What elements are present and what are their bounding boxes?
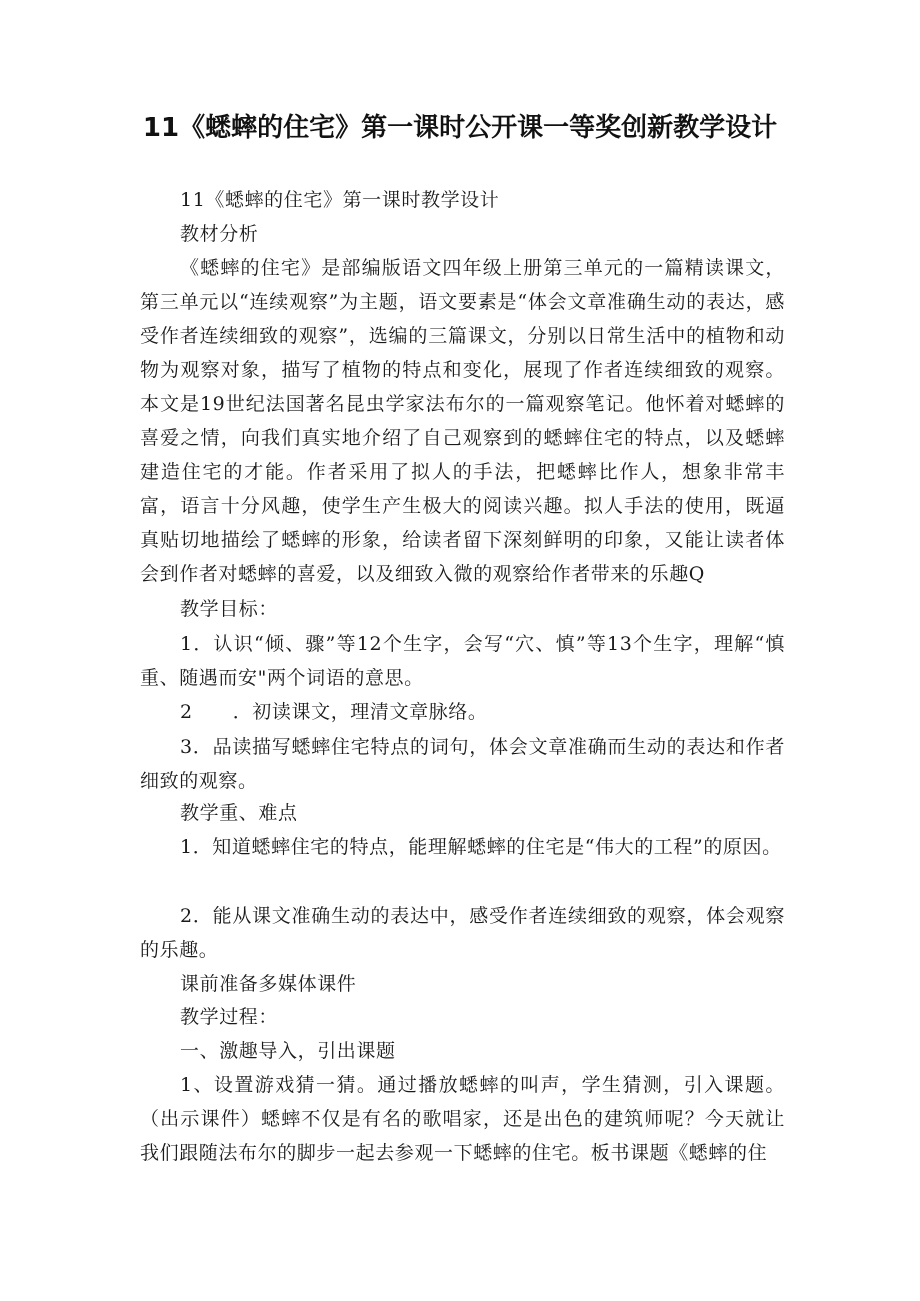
goal-item-2-text: ．初读课文，理清文章脉络。: [232, 701, 488, 723]
section-heading-analysis: 教材分析: [180, 223, 259, 245]
goal-item-2: [180, 699, 488, 725]
goal-item-1: 1．认识“倾、骤”等12个生字，会写“穴、慎”等13个生字，理解“慎重、随遇而安"两个词语的意思。: [140, 633, 785, 689]
goal-item-2-number: 2: [180, 701, 193, 723]
step-1-heading: 一、激趣导入，引出课题: [180, 1040, 396, 1062]
key-point-2: 2．能从课文准确生动的表达中，感受作者连续细致的观察，体会观察的乐趣。: [140, 905, 785, 961]
document-title: 11《蟋蟀的住宅》第一课时公开课一等奖创新教学设计: [142, 113, 778, 143]
section-heading-process: 教学过程：: [180, 1006, 279, 1028]
document-subtitle: 11《蟋蟀的住宅》第一课时教学设计: [180, 189, 500, 211]
step-1-paragraph: 1、设置游戏猜一猜。通过播放蟋蟀的叫声，学生猜测，引入课题。（出示课件）蟋蟀不仅是有名的歌唱家，还是出色的建筑师呢？今天就让我们跟随法布尔的脚步一起去参观一下蟋蟀的住宅。板书课题《蟋蟀的住: [140, 1074, 785, 1164]
section-heading-goals: 教学目标：: [180, 598, 279, 620]
section-heading-key-points: 教学重、难点: [180, 802, 298, 824]
analysis-paragraph: 《蟋蟀的住宅》是部编版语文四年级上册第三单元的一篇精读课文，第三单元以“连续观察”为主题，语文要素是“体会文章准确生动的表达，感受作者连续细致的观察”，选编的三篇课文，分别以日常生活中的植物和动物为观察对象，描写了植物的特点和变化，展现了作者连续细致的观察。本文是19世纪法国著名昆虫学家法布尔的一篇观察笔记。他怀着对蟋蟀的喜爱之情，向我们真实地介绍了自己观察到的蟋蟀住宅的特点，以及蟋蟀建造住宅的才能。作者采用了拟人的手法，把蟋蟀比作人，想象非常丰富，语言十分风趣，使学生产生极大的阅读兴趣。拟人手法的使用，既逼真贴切地描绘了蟋蟀的形象，给读者留下深刻鲜明的印象，又能让读者体会到作者对蟋蟀的喜爱，以及细致入微的观察给作者带来的乐趣Q: [140, 257, 785, 585]
goal-item-3: 3．品读描写蟋蟀住宅特点的词句，体会文章准确而生动的表达和作者细致的观察。: [140, 736, 785, 792]
preparation-line: 课前准备多媒体课件: [180, 973, 357, 995]
key-point-1: 1．知道蟋蟀住宅的特点，能理解蟋蟀的住宅是“伟大的工程”的原因。: [180, 836, 782, 858]
